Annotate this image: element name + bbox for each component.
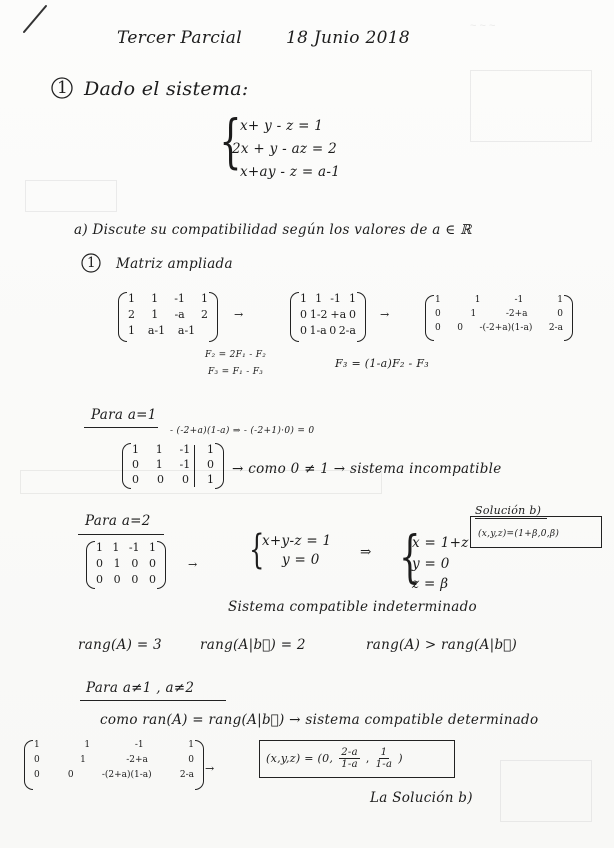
matrix-cell: a-1 — [147, 324, 166, 337]
bleed-through-marks: ~ ~ ~ — [470, 20, 496, 32]
fraction-denominator: 1-a — [341, 758, 358, 770]
bleed-through-box — [25, 180, 117, 212]
matrix-cell: 1 — [132, 443, 139, 456]
matrix-cell: -1 — [330, 292, 341, 305]
matrix-cell: 1 — [128, 292, 135, 305]
matrix-cell: 1 — [34, 740, 40, 750]
case-a2-system-eq: x+y-z = 1 — [262, 533, 332, 549]
matrix-cell: 1 — [300, 292, 307, 305]
underline — [84, 427, 158, 428]
matrix-cell: 1 — [188, 740, 194, 750]
system-brace: { — [399, 525, 421, 590]
matrix-cell: 1-a — [309, 324, 327, 337]
augmented-matrix-2 — [300, 292, 356, 342]
pen-stroke-icon — [20, 2, 50, 36]
matrix-cell: -1 — [514, 295, 524, 305]
case-a3-solution: (x,y,z) = (0, $\frac{2-a}{1-a}$ , $\frac{1}{1-a}$ ) — [266, 746, 403, 770]
matrix-cell: 0 — [206, 458, 214, 471]
arrow-icon: → — [234, 308, 244, 321]
matrix-cell: 1 — [112, 541, 120, 554]
matrix-cell: 1 — [474, 295, 481, 305]
matrix-cell: 0 — [96, 573, 103, 586]
rank-a: rang(A) = 3 — [78, 637, 162, 653]
matrix-cell: 0 — [182, 473, 189, 486]
matrix-cell: 0 — [132, 473, 139, 486]
solution-suffix: ) — [398, 751, 403, 765]
case-a2-matrix — [96, 541, 156, 589]
matrix-cell: 1 — [84, 740, 91, 750]
case-a3-statement: como ran(A) = rang(A|b⃗) → sistema compatible determinado — [100, 712, 539, 728]
matrix-cell: 0 — [96, 557, 103, 570]
case-a1-calc: - (-2+a)(1-a) ⇒ - (-2+1)·0) = 0 — [170, 426, 315, 436]
bleed-through-box — [500, 760, 592, 822]
case-a1-matrix — [132, 443, 214, 489]
implies-icon: ⇒ — [360, 544, 372, 560]
matrix-cell: 0 — [157, 473, 164, 486]
matrix-cell: 1-2 — [309, 308, 328, 321]
problem-number: 1 — [57, 78, 69, 98]
case-a2-solution-z: z = β — [412, 576, 449, 592]
case-a2-solution-y: y = 0 — [412, 556, 450, 572]
arrow-icon: → — [188, 558, 198, 571]
matrix-cell: 1 — [155, 443, 163, 456]
system-brace: { — [249, 527, 265, 573]
matrix-cell: -(-2+a)(1-a) — [479, 323, 533, 333]
matrix-cell: 1 — [148, 541, 156, 554]
step-label: Matriz ampliada — [116, 256, 233, 272]
matrix-cell: 0 — [329, 324, 337, 337]
row-operation: F₂ = 2F₁ - F₂ — [205, 350, 267, 360]
case-a1-conclusion: → como 0 ≠ 1 → sistema incompatible — [232, 461, 502, 477]
case-a2-label: Para a=2 — [85, 513, 151, 529]
rank-compare: rang(A) > rang(A|b⃗) — [366, 637, 518, 653]
matrix-cell: 0 — [67, 770, 74, 780]
case-a2-system-eq: y = 0 — [282, 552, 320, 568]
exam-date: 18 Junio 2018 — [286, 28, 410, 48]
case-a1-label: Para a=1 — [91, 407, 157, 423]
matrix-cell: 0 — [557, 309, 563, 319]
arrow-icon: → — [380, 308, 390, 321]
matrix-cell: 1 — [151, 308, 159, 321]
matrix-cell: 2 — [128, 308, 135, 321]
underline — [80, 700, 226, 701]
matrix-cell: -1 — [128, 541, 140, 554]
solution-b-title: Solución b) — [475, 504, 542, 517]
matrix-cell: a-1 — [177, 324, 196, 337]
matrix-cell: 0 — [188, 755, 194, 765]
system-eq-1: x+ y - z = 1 — [240, 118, 324, 134]
system-brace: { — [219, 107, 242, 175]
system-eq-3: x+ay - z = a-1 — [240, 164, 341, 180]
matrix-cell: 1 — [151, 292, 159, 305]
matrix-cell: 1 — [315, 292, 323, 305]
case-a2-solution-x: x = 1+z — [412, 535, 469, 551]
matrix-cell: 1 — [435, 295, 441, 305]
case-a3-label: Para a≠1 , a≠2 — [86, 680, 195, 696]
system-eq-2: 2x + y - az = 2 — [232, 141, 338, 157]
matrix-cell: 1 — [201, 292, 208, 305]
matrix-cell: 1 — [80, 755, 86, 765]
row-operation: F₃ = F₁ - F₃ — [208, 367, 264, 377]
matrix-cell: -1 — [179, 458, 191, 471]
matrix-cell: -1 — [179, 443, 191, 456]
matrix-cell: 0 — [131, 557, 139, 570]
matrix-cell: -(2+a)(1-a) — [101, 770, 152, 780]
exam-title: Tercer Parcial — [117, 28, 242, 48]
row-operation: F₃ = (1-a)F₂ - F₃ — [335, 357, 430, 370]
matrix-cell: 0 — [132, 458, 139, 471]
matrix-cell: 0 — [113, 573, 121, 586]
matrix-cell: 2-a — [179, 770, 194, 780]
matrix-cell: -1 — [174, 292, 185, 305]
matrix-cell: -a — [174, 308, 185, 321]
step-number: 1 — [87, 255, 96, 271]
augmented-matrix-1 — [128, 292, 208, 342]
case-a2-type: Sistema compatible indeterminado — [228, 599, 477, 615]
augmented-matrix-3 — [435, 295, 563, 341]
solution-prefix: (x,y,z) = (0, — [266, 751, 334, 765]
matrix-cell: 1 — [349, 292, 356, 305]
fraction — [376, 747, 393, 770]
matrix-cell: 1 — [557, 295, 563, 305]
problem-intro: Dado el sistema: — [84, 78, 249, 100]
matrix-cell: 0 — [435, 323, 441, 333]
matrix-cell: 0 — [300, 308, 307, 321]
fraction-numerator: 2-a — [341, 746, 358, 758]
matrix-cell: 0 — [457, 323, 463, 333]
part-a-label: a) Discute su compatibilidad según los valores de a ∈ ℝ — [74, 222, 472, 238]
matrix-cell: 1 — [470, 309, 477, 319]
matrix-cell: 1 — [206, 443, 214, 456]
fraction-denominator: 1-a — [375, 758, 393, 770]
matrix-cell: 2-a — [338, 324, 356, 337]
matrix-cell: 2-a — [548, 323, 563, 333]
matrix-cell: 0 — [34, 755, 40, 765]
matrix-cell: 0 — [131, 573, 139, 586]
matrix-cell: 1 — [113, 557, 121, 570]
matrix-cell: 2 — [200, 308, 208, 321]
matrix-cell: 0 — [148, 573, 156, 586]
matrix-cell: 0 — [348, 308, 356, 321]
fraction — [339, 747, 360, 770]
solution-b-value: (x,y,z)=(1+β,0,β) — [478, 529, 560, 539]
underline — [78, 534, 164, 535]
matrix-cell: 0 — [435, 309, 441, 319]
fraction-numerator: 1 — [380, 746, 388, 758]
matrix-cell: -2+a — [505, 309, 528, 319]
matrix-cell: 1 — [96, 541, 103, 554]
rank-ab: rang(A|b⃗) = 2 — [200, 637, 306, 653]
matrix-cell: 0 — [300, 324, 307, 337]
arrow-icon: → — [205, 762, 215, 775]
case-a3-note: La Solución b) — [370, 790, 473, 806]
matrix-cell: 1 — [155, 458, 163, 471]
case-a3-matrix — [34, 740, 194, 790]
matrix-cell: 1 — [128, 324, 135, 337]
matrix-cell: 1 — [207, 473, 214, 486]
matrix-cell: -1 — [134, 740, 144, 750]
bleed-through-box — [470, 70, 592, 142]
matrix-cell: -2+a — [126, 755, 148, 765]
matrix-cell: +a — [330, 308, 347, 321]
matrix-cell: 0 — [148, 557, 156, 570]
matrix-cell: 0 — [34, 770, 40, 780]
